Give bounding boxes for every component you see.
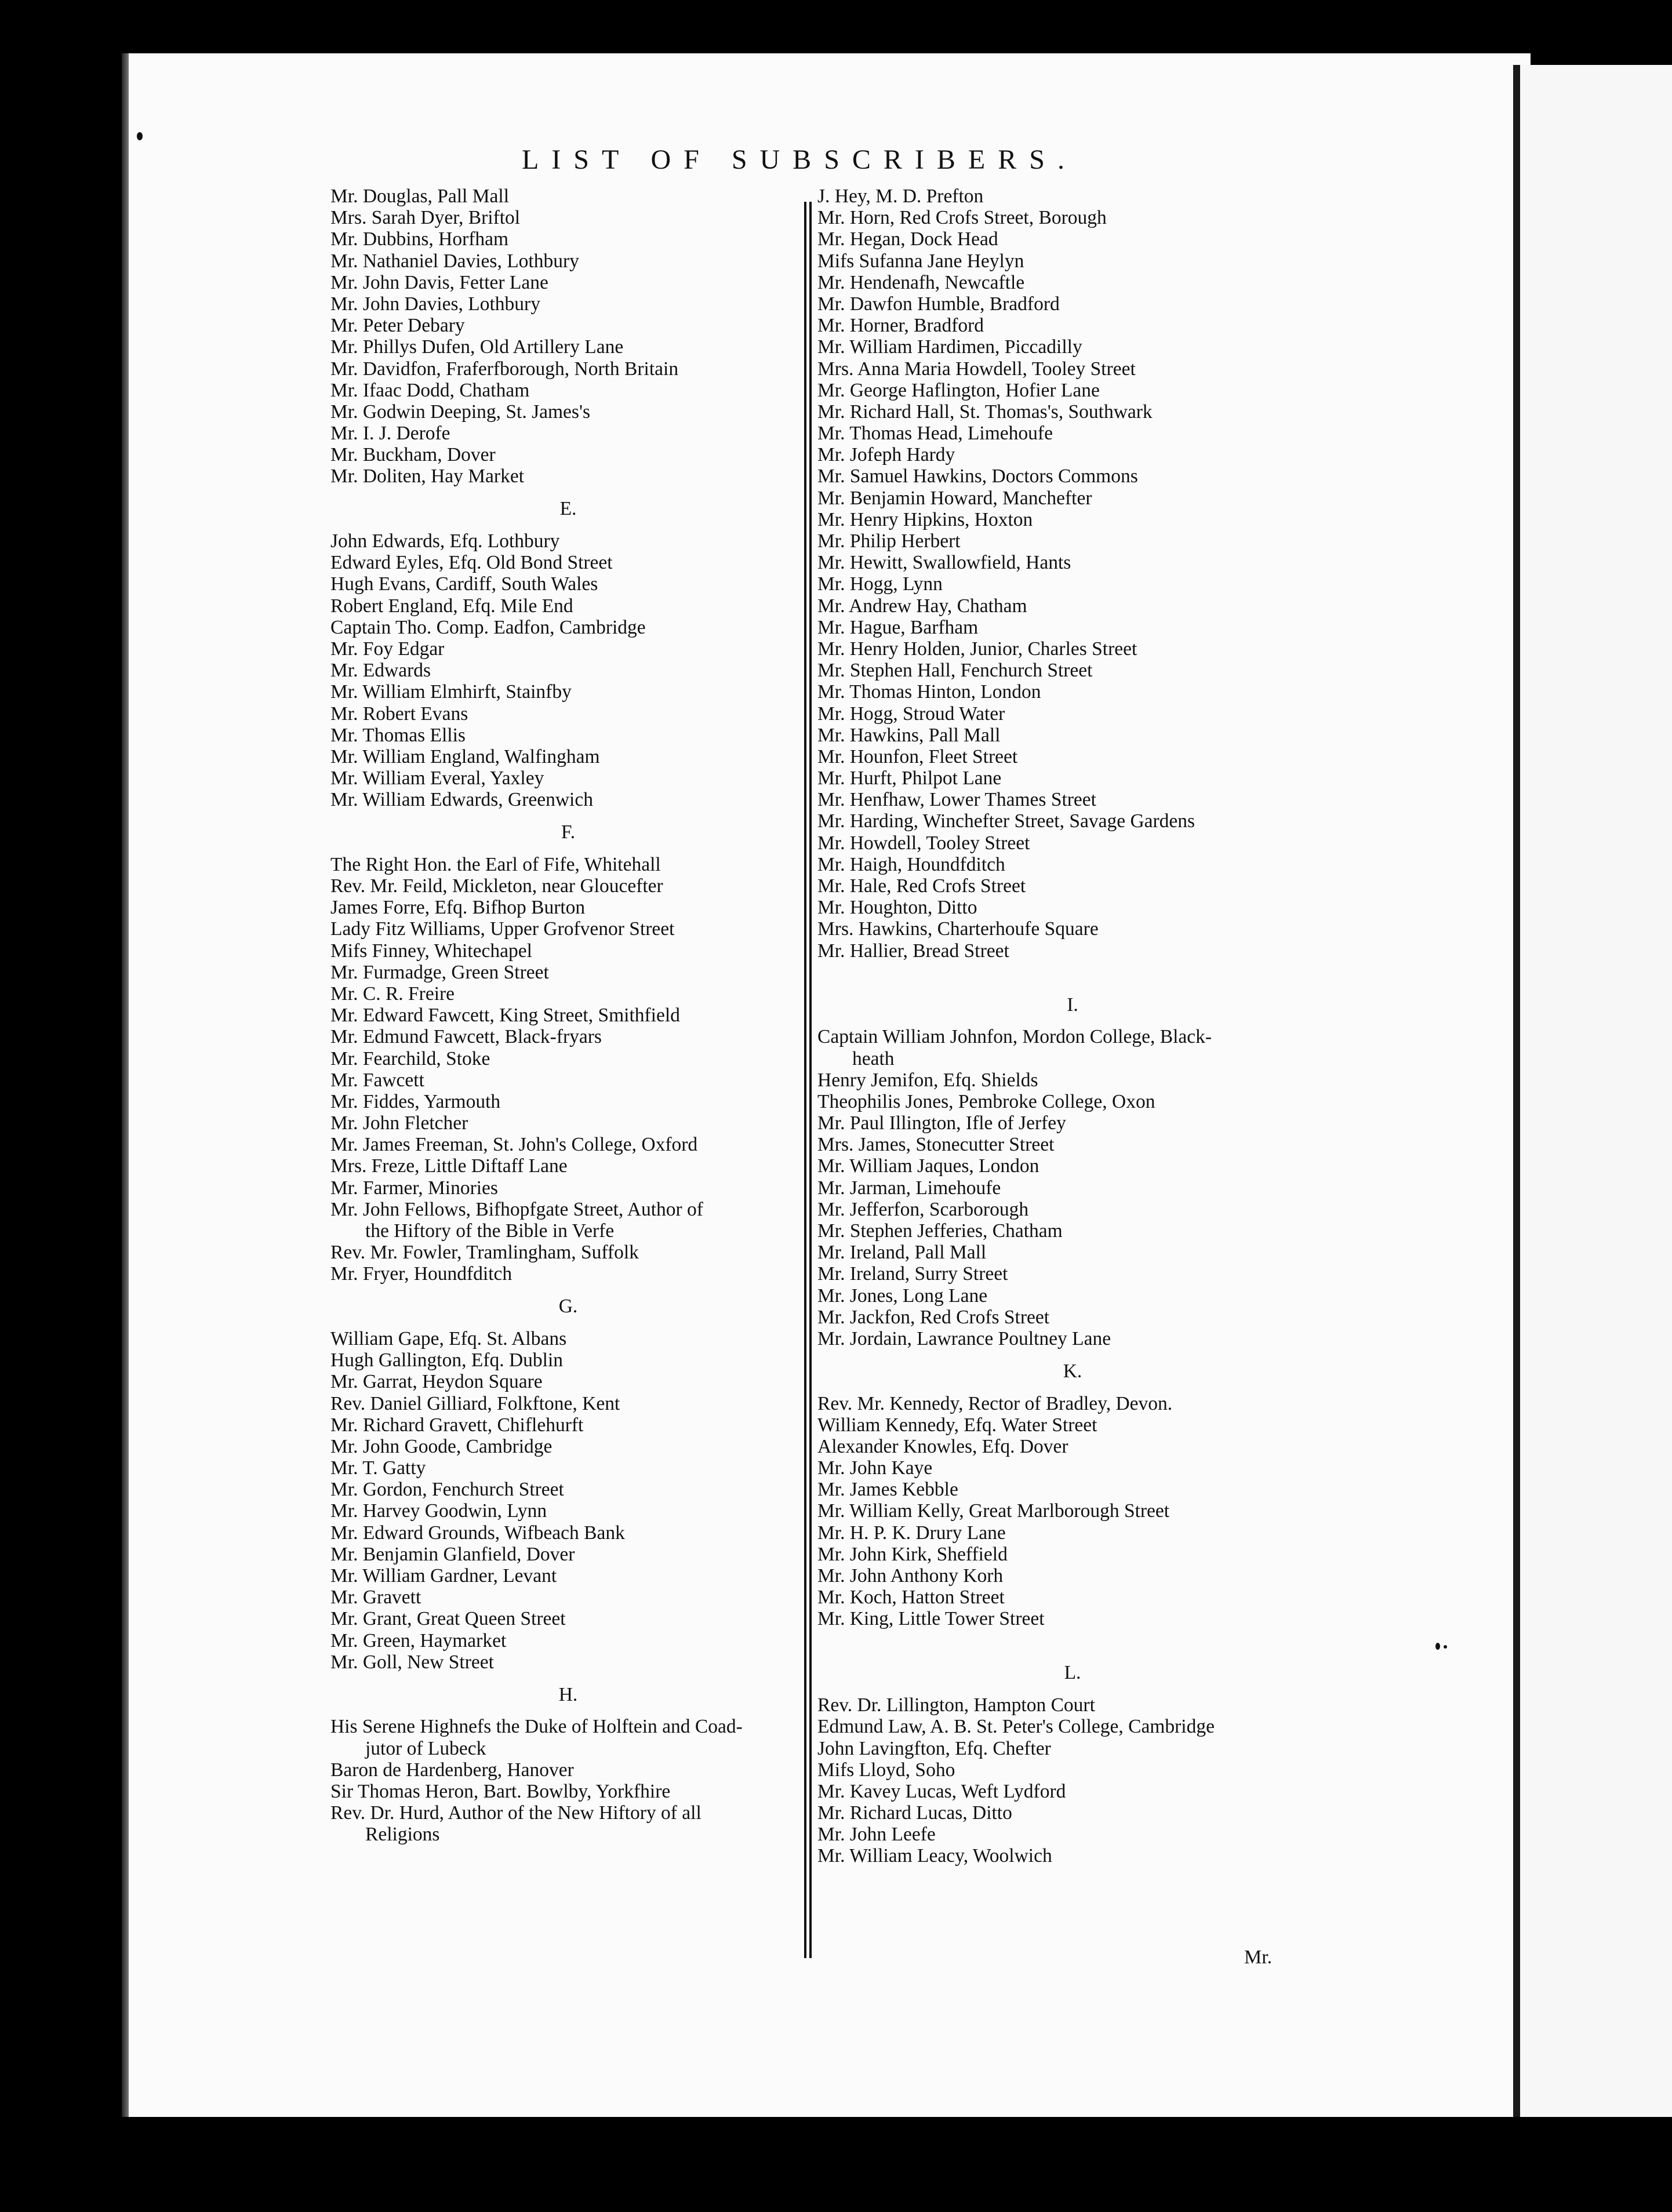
subscriber-entry: Mr. H. P. K. Drury Lane: [817, 1522, 1006, 1544]
subscriber-entry: Mr. King, Little Tower Street: [817, 1608, 1045, 1630]
subscriber-entry: Mr. Houghton, Ditto: [817, 897, 977, 919]
subscriber-entry: Mr. Horn, Red Crofs Street, Borough: [817, 207, 1107, 229]
subscriber-entry: Mr. George Haflington, Hofier Lane: [817, 379, 1100, 401]
subscriber-entry: Mr. William Hardimen, Piccadilly: [817, 336, 1082, 358]
ink-speck: [137, 132, 143, 140]
subscriber-entry: Mr. Horner, Bradford: [817, 315, 984, 337]
subscriber-entry-continuation: the Hiftory of the Bible in Verfe: [365, 1220, 615, 1242]
subscriber-entry: Mr. John Fletcher: [330, 1112, 468, 1134]
subscriber-entry: Mr. Jackfon, Red Crofs Street: [817, 1306, 1050, 1328]
adjacent-page: [1520, 65, 1672, 2117]
subscriber-entry: Lady Fitz Williams, Upper Grofvenor Street: [330, 918, 675, 940]
ink-speck: [1435, 1643, 1440, 1650]
subscriber-entry-continuation: heath: [852, 1047, 895, 1069]
subscriber-entry: John Edwards, Efq. Lothbury: [330, 530, 560, 552]
spacer: [817, 962, 1328, 983]
subscriber-entry: Alexander Knowles, Efq. Dover: [817, 1435, 1068, 1457]
subscriber-entry: Sir Thomas Heron, Bart. Bowlby, Yorkfhire: [330, 1780, 671, 1802]
subscriber-entry: Edmund Law, A. B. St. Peter's College, Cambridge: [817, 1716, 1215, 1738]
subscriber-entry: Mr. Philip Herbert: [817, 530, 961, 552]
subscriber-entry: Mr. Richard Lucas, Ditto: [817, 1802, 1012, 1824]
subscriber-entry: Mr. James Kebble: [817, 1479, 958, 1501]
subscriber-entry: Rev. Daniel Gilliard, Folkftone, Kent: [330, 1392, 620, 1414]
subscriber-entry: Mr. Ifaac Dodd, Chatham: [330, 379, 530, 401]
subscriber-entry: Mr. Hawkins, Pall Mall: [817, 724, 1001, 746]
subscriber-entry: Mr. Howdell, Tooley Street: [817, 832, 1030, 854]
section-letter: L.: [1064, 1662, 1081, 1684]
subscriber-entry: Mr. Paul Illington, Ifle of Jerfey: [817, 1112, 1066, 1134]
subscriber-entry: Mr. Henry Hipkins, Hoxton: [817, 508, 1033, 530]
subscriber-entry: Mr. Goll, New Street: [330, 1651, 494, 1673]
subscriber-entry: Mrs. Freze, Little Diftaff Lane: [330, 1155, 568, 1177]
subscriber-entry: Mrs. Sarah Dyer, Briftol: [330, 207, 521, 229]
subscriber-entry: Mr. Edmund Fawcett, Black-fryars: [330, 1026, 602, 1048]
subscriber-entry: Mr. Jordain, Lawrance Poultney Lane: [817, 1327, 1111, 1349]
subscriber-entry: Mr. Gordon, Fenchurch Street: [330, 1479, 564, 1501]
subscriber-entry: Mr. Robert Evans: [330, 703, 468, 725]
subscriber-entry: Mr. Stephen Jefferies, Chatham: [817, 1220, 1063, 1242]
subscriber-entry: Mifs Lloyd, Soho: [817, 1759, 955, 1781]
right-column: [817, 185, 1328, 1867]
subscriber-entry: Mr. Henfhaw, Lower Thames Street: [817, 789, 1096, 811]
subscriber-entry: Mr. Samuel Hawkins, Doctors Commons: [817, 465, 1138, 487]
section-letter: E.: [559, 498, 577, 520]
subscriber-entry: Mr. John Anthony Korh: [817, 1565, 1004, 1587]
subscriber-entry: Mr. Benjamin Glanfield, Dover: [330, 1543, 575, 1565]
subscriber-entry: Mr. William Gardner, Levant: [330, 1565, 557, 1587]
subscriber-entry: Mr. Koch, Hatton Street: [817, 1587, 1005, 1609]
subscriber-entry: Mr. William Leacy, Woolwich: [817, 1845, 1052, 1867]
subscriber-entry: Mrs. Anna Maria Howdell, Tooley Street: [817, 358, 1136, 380]
subscriber-entry: Hugh Gallington, Efq. Dublin: [330, 1349, 564, 1371]
subscriber-entry: Rev. Mr. Feild, Mickleton, near Gloucefter: [330, 875, 663, 897]
subscriber-entry: Rev. Dr. Lillington, Hampton Court: [817, 1694, 1095, 1716]
subscriber-entry: Mr. Hounfon, Fleet Street: [817, 745, 1018, 767]
subscriber-entry: Mr. John Goode, Cambridge: [330, 1435, 553, 1457]
subscriber-entry: Captain William Johnfon, Mordon College, Black-: [817, 1026, 1212, 1048]
subscriber-entry: Mr. Jarman, Limehoufe: [817, 1177, 1001, 1199]
subscriber-entry: Mr. Ireland, Pall Mall: [817, 1242, 987, 1264]
subscriber-entry: Mr. Jofeph Hardy: [817, 444, 955, 466]
subscriber-entry: Rev. Dr. Hurd, Author of the New Hiftory of all: [330, 1802, 701, 1824]
subscriber-entry: Mr. Buckham, Dover: [330, 444, 496, 466]
subscriber-entry: Mr. John Davies, Lothbury: [330, 293, 540, 315]
subscriber-entry: Mifs Finney, Whitechapel: [330, 940, 532, 962]
catchword: Mr.: [1244, 1947, 1273, 1968]
subscriber-entry: Mr. Jefferfon, Scarborough: [817, 1198, 1029, 1220]
subscriber-entry: Mr. William England, Walfingham: [330, 745, 600, 767]
subscriber-entry: Mr. Thomas Ellis: [330, 724, 466, 746]
subscriber-entry: Mr. Douglas, Pall Mall: [330, 185, 510, 207]
subscriber-entry: Robert England, Efq. Mile End: [330, 595, 573, 617]
spacer: [817, 1630, 1328, 1651]
subscriber-entry: Mr. Benjamin Howard, Manchefter: [817, 487, 1092, 509]
page-heading: LIST OF SUBSCRIBERS.: [522, 144, 1077, 175]
subscriber-entry: Mr. Stephen Hall, Fenchurch Street: [817, 660, 1093, 682]
column-rule: [809, 202, 812, 1958]
subscriber-entry: Henry Jemifon, Efq. Shields: [817, 1069, 1038, 1091]
subscriber-entry: Mr. John Davis, Fetter Lane: [330, 271, 548, 293]
subscriber-entry: The Right Hon. the Earl of Fife, Whitehall: [330, 853, 661, 875]
subscriber-entry: Rev. Mr. Fowler, Tramlingham, Suffolk: [330, 1242, 639, 1264]
subscriber-entry: Mr. T. Gatty: [330, 1457, 426, 1479]
subscriber-entry: Mr. Ireland, Surry Street: [817, 1263, 1008, 1285]
subscriber-entry: Mr. Harvey Goodwin, Lynn: [330, 1500, 547, 1522]
subscriber-entry: Mr. Fryer, Houndfditch: [330, 1263, 512, 1285]
subscriber-entry: Mr. C. R. Freire: [330, 983, 455, 1005]
subscriber-entry: Mr. Davidfon, Fraferfborough, North Britain: [330, 358, 679, 380]
subscriber-entry: Mr. Hewitt, Swallowfield, Hants: [817, 552, 1071, 574]
section-letter: K.: [1063, 1360, 1082, 1382]
subscriber-entry: Mr. Hogg, Lynn: [817, 573, 943, 595]
subscriber-entry: Mr. Edwards: [330, 660, 431, 682]
subscriber-entry: William Kennedy, Efq. Water Street: [817, 1414, 1097, 1436]
subscriber-entry: Mrs. James, Stonecutter Street: [817, 1134, 1055, 1156]
subscriber-entry: John Lavingfton, Efq. Chefter: [817, 1737, 1051, 1759]
subscriber-entry: Mifs Sufanna Jane Heylyn: [817, 250, 1024, 272]
subscriber-entry: Mr. Hallier, Bread Street: [817, 940, 1009, 962]
subscriber-entry: Mr. Harding, Winchefter Street, Savage Gardens: [817, 810, 1195, 832]
subscriber-entry: Mr. Hague, Barfham: [817, 616, 979, 638]
ink-speck: [1444, 1645, 1447, 1649]
subscriber-entry: William Gape, Efq. St. Albans: [330, 1327, 567, 1349]
subscriber-entry: Mr. William Kelly, Great Marlborough Street: [817, 1500, 1170, 1522]
left-column: [330, 185, 806, 1846]
section-letter: H.: [558, 1683, 578, 1705]
subscriber-entry: Mr. William Elmhirft, Stainfby: [330, 681, 572, 703]
subscriber-entry-continuation: Religions: [365, 1824, 440, 1846]
subscriber-entry: Mr. I. J. Derofe: [330, 423, 450, 445]
subscriber-entry: James Forre, Efq. Bifhop Burton: [330, 897, 586, 919]
subscriber-entry: Mr. John Kirk, Sheffield: [817, 1543, 1008, 1565]
subscriber-entry: Mr. Grant, Great Queen Street: [330, 1608, 566, 1630]
subscriber-entry: Mr. William Jaques, London: [817, 1155, 1039, 1177]
subscriber-entry: Mr. Gravett: [330, 1587, 421, 1609]
subscriber-entry: Captain Tho. Comp. Eadfon, Cambridge: [330, 616, 646, 638]
subscriber-entry: Mr. Fiddes, Yarmouth: [330, 1090, 501, 1112]
subscriber-entry: Baron de Hardenberg, Hanover: [330, 1759, 574, 1781]
subscriber-entry: Mr. Hegan, Dock Head: [817, 228, 998, 250]
section-letter: G.: [558, 1296, 578, 1318]
subscriber-entry: Mr. Henry Holden, Junior, Charles Street: [817, 638, 1137, 660]
subscriber-entry: Mr. Furmadge, Green Street: [330, 961, 549, 983]
subscriber-entry: Mr. John Kaye: [817, 1457, 933, 1479]
subscriber-entry: Mr. James Freeman, St. John's College, Oxford: [330, 1134, 698, 1156]
subscriber-entry: Edward Eyles, Efq. Old Bond Street: [330, 552, 613, 574]
subscriber-entry: Mr. Edward Grounds, Wifbeach Bank: [330, 1522, 625, 1544]
subscriber-entry: Mr. Godwin Deeping, St. James's: [330, 401, 591, 423]
subscriber-entry: Mr. Hale, Red Crofs Street: [817, 875, 1026, 897]
subscriber-entry: Mr. Jones, Long Lane: [817, 1285, 988, 1307]
subscriber-entry: Mr. Garrat, Heydon Square: [330, 1371, 543, 1393]
subscriber-entry: Mr. Fearchild, Stoke: [330, 1047, 490, 1069]
subscriber-entry: Mrs. Hawkins, Charterhoufe Square: [817, 918, 1099, 940]
subscriber-entry: Rev. Mr. Kennedy, Rector of Bradley, Devon.: [817, 1392, 1173, 1414]
subscriber-entry: Hugh Evans, Cardiff, South Wales: [330, 573, 598, 595]
subscriber-entry: Mr. Phillys Dufen, Old Artillery Lane: [330, 336, 624, 358]
subscriber-entry: Mr. Thomas Head, Limehoufe: [817, 423, 1053, 445]
subscriber-entry-continuation: jutor of Lubeck: [365, 1737, 486, 1759]
subscriber-entry: Mr. Foy Edgar: [330, 638, 445, 660]
section-letter: F.: [561, 821, 576, 843]
subscriber-entry: Mr. Kavey Lucas, Weft Lydford: [817, 1780, 1066, 1802]
section-letter: I.: [1067, 994, 1078, 1016]
subscriber-entry: Mr. Thomas Hinton, London: [817, 681, 1041, 703]
subscriber-entry: Mr. Haigh, Houndfditch: [817, 853, 1005, 875]
subscriber-entry: Mr. Andrew Hay, Chatham: [817, 595, 1027, 617]
subscriber-entry: Mr. Richard Gravett, Chiflehurft: [330, 1414, 584, 1436]
subscriber-entry: Mr. John Fellows, Bifhopfgate Street, Author of: [330, 1198, 703, 1220]
subscriber-entry: Mr. Dawfon Humble, Bradford: [817, 293, 1060, 315]
subscriber-entry: Theophilis Jones, Pembroke College, Oxon: [817, 1090, 1155, 1112]
subscriber-entry: Mr. William Edwards, Greenwich: [330, 789, 593, 811]
column-rule: [804, 202, 806, 1958]
subscriber-entry: J. Hey, M. D. Prefton: [817, 185, 984, 207]
subscriber-entry: Mr. Farmer, Minories: [330, 1177, 498, 1199]
subscriber-entry: Mr. Fawcett: [330, 1069, 424, 1091]
subscriber-entry: Mr. Green, Haymarket: [330, 1629, 507, 1651]
subscriber-entry: Mr. Doliten, Hay Market: [330, 465, 525, 487]
subscriber-entry: Mr. John Leefe: [817, 1824, 936, 1846]
subscriber-entry: Mr. Richard Hall, St. Thomas's, Southwark: [817, 401, 1153, 423]
subscriber-entry: Mr. Hurft, Philpot Lane: [817, 767, 1002, 790]
subscriber-entry: Mr. Edward Fawcett, King Street, Smithfield: [330, 1005, 680, 1027]
subscriber-entry: His Serene Highnefs the Duke of Holftein and Coad-: [330, 1716, 743, 1738]
subscriber-entry: Mr. Hogg, Stroud Water: [817, 703, 1005, 725]
subscriber-entry: Mr. William Everal, Yaxley: [330, 767, 544, 790]
subscriber-entry: Mr. Nathaniel Davies, Lothbury: [330, 250, 579, 272]
subscriber-entry: Mr. Dubbins, Horfham: [330, 228, 509, 250]
subscriber-entry: Mr. Hendenafh, Newcaftle: [817, 271, 1025, 293]
subscriber-entry: Mr. Peter Debary: [330, 315, 465, 337]
